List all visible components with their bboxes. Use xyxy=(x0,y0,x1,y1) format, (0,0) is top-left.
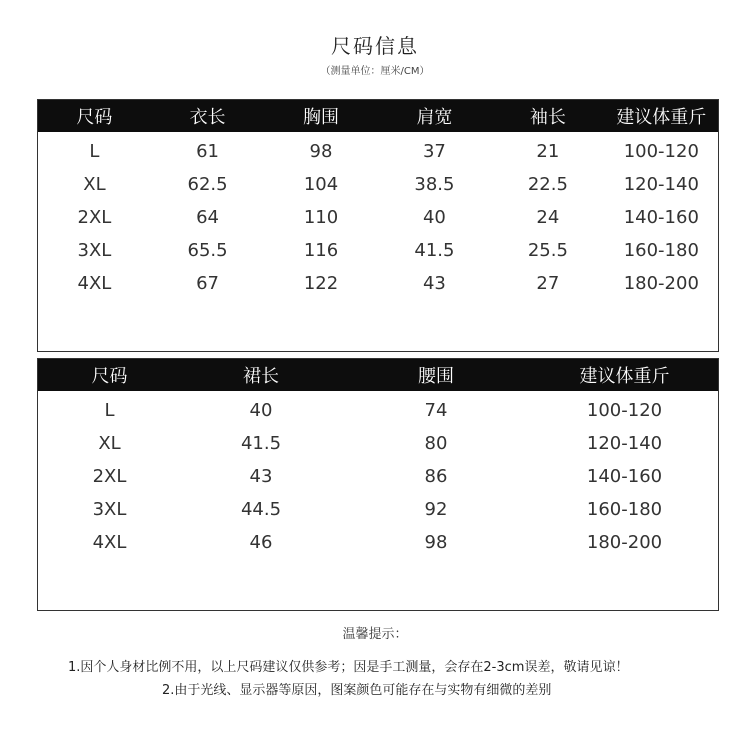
table-cell: 180-200 xyxy=(623,273,699,294)
table-cell: XL xyxy=(98,433,121,454)
header-skirt-length: 裙长 xyxy=(243,366,279,387)
page-title: 尺码信息 xyxy=(331,34,419,58)
table-cell: 2XL xyxy=(92,466,127,487)
table-cell: 21 xyxy=(536,141,560,162)
table-cell: 4XL xyxy=(92,532,127,553)
table-cell: L xyxy=(89,141,100,162)
table-cell: XL xyxy=(83,174,106,195)
header-chest: 胸围 xyxy=(303,107,339,128)
table-cell: 110 xyxy=(303,207,339,228)
bottom-size-table xyxy=(37,358,719,611)
table-cell: 37 xyxy=(422,141,446,162)
table-cell: 4XL xyxy=(77,273,112,294)
table-row xyxy=(38,135,718,168)
tips-title: 温馨提示： xyxy=(342,627,408,642)
table-cell: 116 xyxy=(303,240,339,261)
table-cell: 104 xyxy=(303,174,339,195)
table-cell: 25.5 xyxy=(527,240,568,261)
table-row xyxy=(38,394,718,427)
header-size: 尺码 xyxy=(76,107,113,128)
table-cell: 27 xyxy=(536,273,560,294)
table-cell: 98 xyxy=(309,141,333,162)
table-row xyxy=(38,234,718,267)
table-cell: 100-120 xyxy=(623,141,699,162)
table-cell: 160-180 xyxy=(623,240,699,261)
table-cell: 120-140 xyxy=(623,174,699,195)
table-cell: 98 xyxy=(424,532,448,553)
table-body xyxy=(38,132,718,300)
table-cell: 2XL xyxy=(77,207,112,228)
table-cell: 120-140 xyxy=(586,433,663,454)
table-cell: 140-160 xyxy=(586,466,663,487)
table-cell: 38.5 xyxy=(414,174,455,195)
table-cell: 44.5 xyxy=(240,499,282,520)
measurement-unit-note: （测量单位：厘米/CM） xyxy=(320,66,430,77)
table-cell: 61 xyxy=(196,141,220,162)
table-cell: 41.5 xyxy=(240,433,282,454)
table-cell: 160-180 xyxy=(586,499,663,520)
top-size-table xyxy=(37,99,719,352)
table-row xyxy=(38,168,718,201)
table-row xyxy=(38,493,718,526)
table-row xyxy=(38,427,718,460)
header-sleeve: 袖长 xyxy=(529,107,566,128)
table-cell: 180-200 xyxy=(586,532,663,553)
table-cell: 3XL xyxy=(77,240,112,261)
header-size: 尺码 xyxy=(91,366,128,387)
table-cell: 43 xyxy=(422,273,446,294)
table-cell: 46 xyxy=(249,532,273,553)
table-cell: 64 xyxy=(196,207,220,228)
table-cell: 3XL xyxy=(92,499,127,520)
table-cell: 140-160 xyxy=(623,207,699,228)
table-cell: 74 xyxy=(424,400,448,421)
table-body xyxy=(38,391,718,559)
table-cell: 24 xyxy=(536,207,560,228)
table-cell: 100-120 xyxy=(586,400,663,421)
header-weight: 建议体重斤 xyxy=(616,107,707,128)
header-weight: 建议体重斤 xyxy=(579,366,670,387)
header-waist: 腰围 xyxy=(418,366,454,387)
table-cell: 40 xyxy=(249,400,273,421)
table-cell: 41.5 xyxy=(414,240,455,261)
tip-line-2: 2.由于光线、显示器等原因，图案颜色可能存在与实物有细微的差别 xyxy=(162,683,552,698)
table-cell: 92 xyxy=(424,499,448,520)
table-cell: 67 xyxy=(196,273,220,294)
table-cell: 22.5 xyxy=(527,174,568,195)
table-cell: 80 xyxy=(424,433,448,454)
table-cell: L xyxy=(104,400,115,421)
table-row xyxy=(38,460,718,493)
table-cell: 122 xyxy=(303,273,339,294)
table-cell: 86 xyxy=(424,466,448,487)
table-row xyxy=(38,267,718,300)
table-cell: 65.5 xyxy=(187,240,228,261)
table-row xyxy=(38,201,718,234)
table-header xyxy=(38,100,718,132)
table-header xyxy=(38,359,718,391)
header-shoulder: 肩宽 xyxy=(416,107,453,128)
header-length: 衣长 xyxy=(189,107,226,128)
tip-line-1: 1.因个人身材比例不用，以上尺码建议仅供参考；因是手工测量，会存在2-3cm误差，敬请见谅！ xyxy=(68,660,629,675)
table-cell: 40 xyxy=(422,207,446,228)
table-cell: 62.5 xyxy=(187,174,228,195)
table-cell: 43 xyxy=(249,466,273,487)
table-row xyxy=(38,526,718,559)
